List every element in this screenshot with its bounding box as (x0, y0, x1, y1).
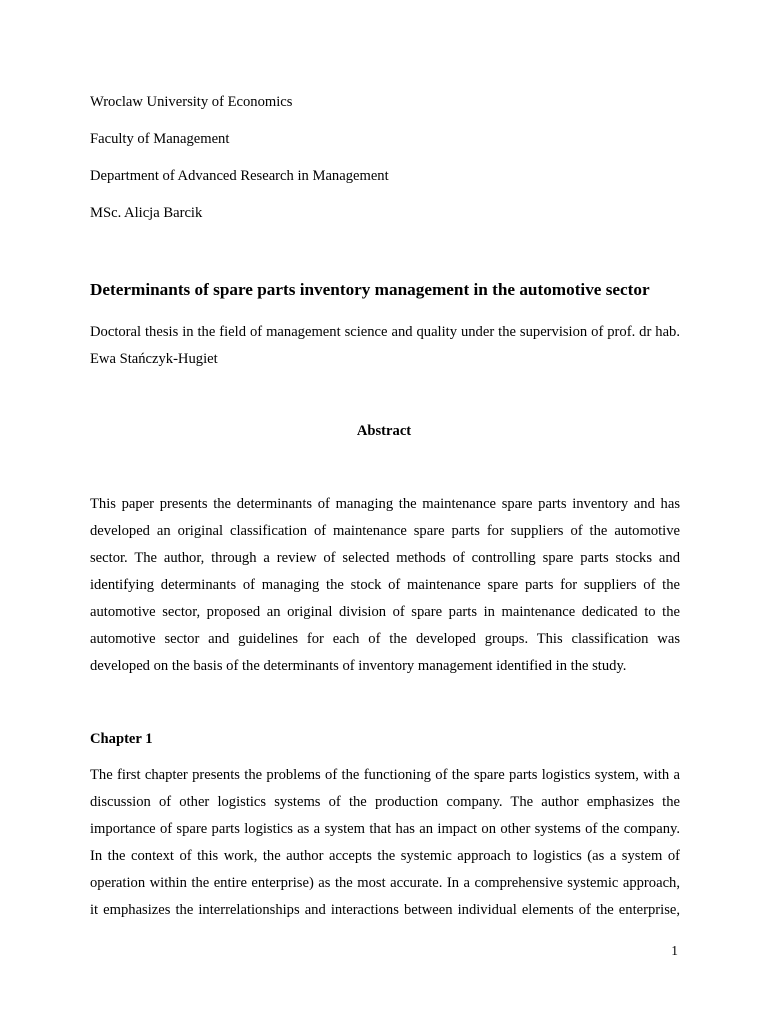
page-number: 1 (671, 943, 678, 958)
abstract-heading: Abstract (356, 423, 412, 439)
thesis-title: Determinants of spare parts inventory management in the automotive sector (90, 280, 650, 299)
department-name: Department of Advanced Research in Management (90, 168, 389, 184)
faculty-name: Faculty of Management (90, 131, 230, 147)
author-name: MSc. Alicja Barcik (90, 205, 203, 221)
thesis-subtitle: Doctoral thesis in the field of management science and quality under the supervision of prof. dr hab. Ewa Stańczyk-Hugiet (90, 324, 680, 367)
chapter-1-heading: Chapter 1 (90, 731, 153, 747)
university-name: Wroclaw University of Economics (90, 94, 293, 110)
chapter-1-paragraph: The first chapter presents the problems of the functioning of the spare parts logistics system, with a discussion of other logistics systems of the production company. The author emphasizes the importance of spare parts logistics as a system that has an impact on other systems of the company. In the context of this work, the author accepts the systemic approach to logistics (as a system of operation within the entire enterprise) as the most accurate. In a comprehensive systemic approach, it emphasizes the interrelationships and interactions between individual elements of the enterprise, (90, 767, 680, 918)
abstract-paragraph: This paper presents the determinants of managing the maintenance spare parts inventory and has developed an original classification of maintenance spare parts for suppliers of the automotive sector. The author, through a review of selected methods of controlling spare parts stocks and identifying determinants of managing the stock of maintenance spare parts for suppliers of the automotive sector, proposed an original division of spare parts in maintenance dedicated to the automotive sector and guidelines for each of the developed groups. This classification was developed on the basis of the determinants of inventory management identified in the study. (90, 496, 680, 674)
